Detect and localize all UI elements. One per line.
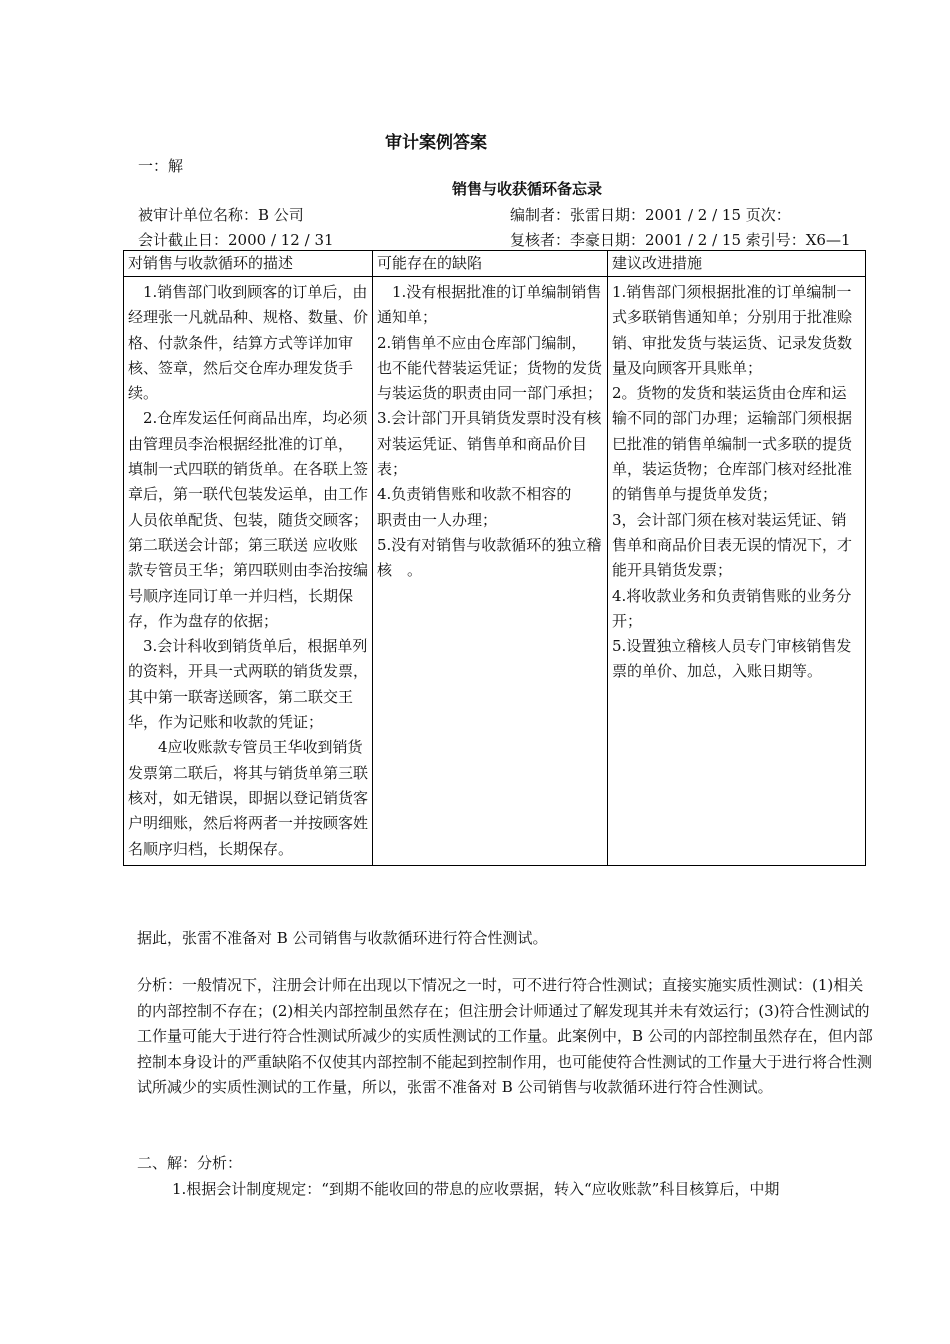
section-one-heading: 一：解 [138, 157, 184, 175]
header-description: 对销售与收款循环的描述 [124, 251, 373, 277]
analysis-text: 分析：一般情况下，注册会计师在出现以下情况之一时，可不进行符合性测试；直接实施实质性测试：(1)相关的内部控制不存在；(2)相关内部控制虽然存在；但注册会计师通过了解发现其并未有效运行；(3)符合性测试的工作量可能大于进行符合性测试所减少的实质性测试的工作量。此案例中，B 公司的内部控制虽然存在，但内部控制本身设计的严重缺陷不仅使其内部控制不能起到控制作用，也可能使符合性测试的工作量大于进行将合性测试所减少的实质性测试的工作量，所以，张雷不准备对 B 公司销售与收款循环进行符合性测试。 [137, 976, 873, 1096]
memo-title: 销售与收获循环备忘录 [452, 180, 603, 198]
description-item: 1.销售部门收到顾客的订单后，由经理张一凡就品种、规格、数量、价格、付款条件，结算方式等详加审核、签章，然后交仓库办理发货手续。 [128, 283, 369, 403]
recommendation-item: 1.销售部门须根据批准的订单编制一式多联销售通知单；分别用于批准赊销、审批发货与装运货、记录发货数量及向顾客开具账单； [612, 283, 853, 377]
deficiency-item: 也不能代替装运凭证；货物的发货与装运货的职责由同一部门承担； [377, 358, 603, 403]
deficiency-item: 5.没有对销售与收款循环的独立稽核 。 [377, 535, 602, 580]
table-header-row [124, 251, 866, 277]
recommendation-item: 5.设置独立稽核人员专门审核销售发票的单价、加总，入账日期等。 [612, 637, 852, 681]
client-name: 被审计单位名称：B 公司 [138, 206, 304, 224]
memo-table [123, 250, 866, 866]
description-item: 2.仓库发运任何商品出库，均必须由管理员李治根据经批准的订单， 填制一式四联的销货单。在各联上签章后，第一联代包装发运单，由工作人员依单配货、包装，随货交顾客；第二联送会计部；第三联送 应收账款专管员王华；第四联则由李治按编号顺序连同订单一并归档，长期保存，作为盘存的依据； [128, 409, 369, 630]
section-two-point-one: 1.根据会计制度规定：“到期不能收回的带息的应收票据，转入“应收账款”科目核算后，中期 [172, 1180, 780, 1198]
header-recommendations: 建议改进措施 [608, 251, 866, 277]
conclusion-text: 据此，张雷不准备对 B 公司销售与收款循环进行符合性测试。 [137, 929, 548, 947]
description-cell [124, 277, 373, 866]
deficiency-item: 1.没有根据批准的订单编制销售通知单； [377, 283, 602, 327]
deficiency-item: 2.销售单不应由仓库部门编制， [377, 333, 587, 352]
reviewer-info: 复核者：李豪日期：2001 / 2 / 15 索引号：X6—1 [510, 231, 851, 249]
recommendation-item: 2。货物的发货和装运货由仓库和运输不同的部门办理；运输部门须根据巳批准的销售单编制一式多联的提货单，装运货物；仓库部门核对经批准的销售单与提货单发货； [612, 384, 853, 504]
deficiency-item: 职责由一人办理； [377, 510, 498, 529]
recommendations-cell [608, 277, 866, 866]
description-item: 3.会计科收到销货单后，根据单列的资料，开具一式两联的销货发票，其中第一联寄送顾客，第二联交王华，作为记账和收款的凭证； [128, 637, 369, 732]
header-deficiencies: 可能存在的缺陷 [373, 251, 608, 277]
section-two-heading: 二、解：分析： [137, 1154, 243, 1172]
recommendation-item: 4.将收款业务和负责销售账的业务分开； [612, 586, 852, 630]
deficiency-item: 4.负责销售账和收款不相容的 [377, 485, 572, 504]
preparer-info: 编制者：张雷日期：2001 / 2 / 15 页次： [510, 206, 791, 224]
deficiency-item: 3.会计部门开具销货发票时没有核对装运凭证、销售单和商品价目表； [377, 409, 602, 479]
analysis-paragraph [137, 973, 877, 1101]
deficiencies-cell [373, 277, 608, 866]
period-end-date: 会计截止日：2000 / 12 / 31 [138, 231, 334, 249]
recommendation-item: 3，会计部门须在核对装运凭证、销售单和商品价目表无误的情况下，才能开具销货发票； [612, 510, 853, 580]
document-title: 审计案例答案 [385, 133, 487, 153]
table-body-row [124, 277, 866, 866]
description-item: 4应收账款专管员王华收到销货发票第二联后，将其与销货单第三联核对，如无错误，即据以登记销货客户明细账，然后将两者一并按顾客姓名顺序归档，长期保存。 [128, 738, 369, 858]
